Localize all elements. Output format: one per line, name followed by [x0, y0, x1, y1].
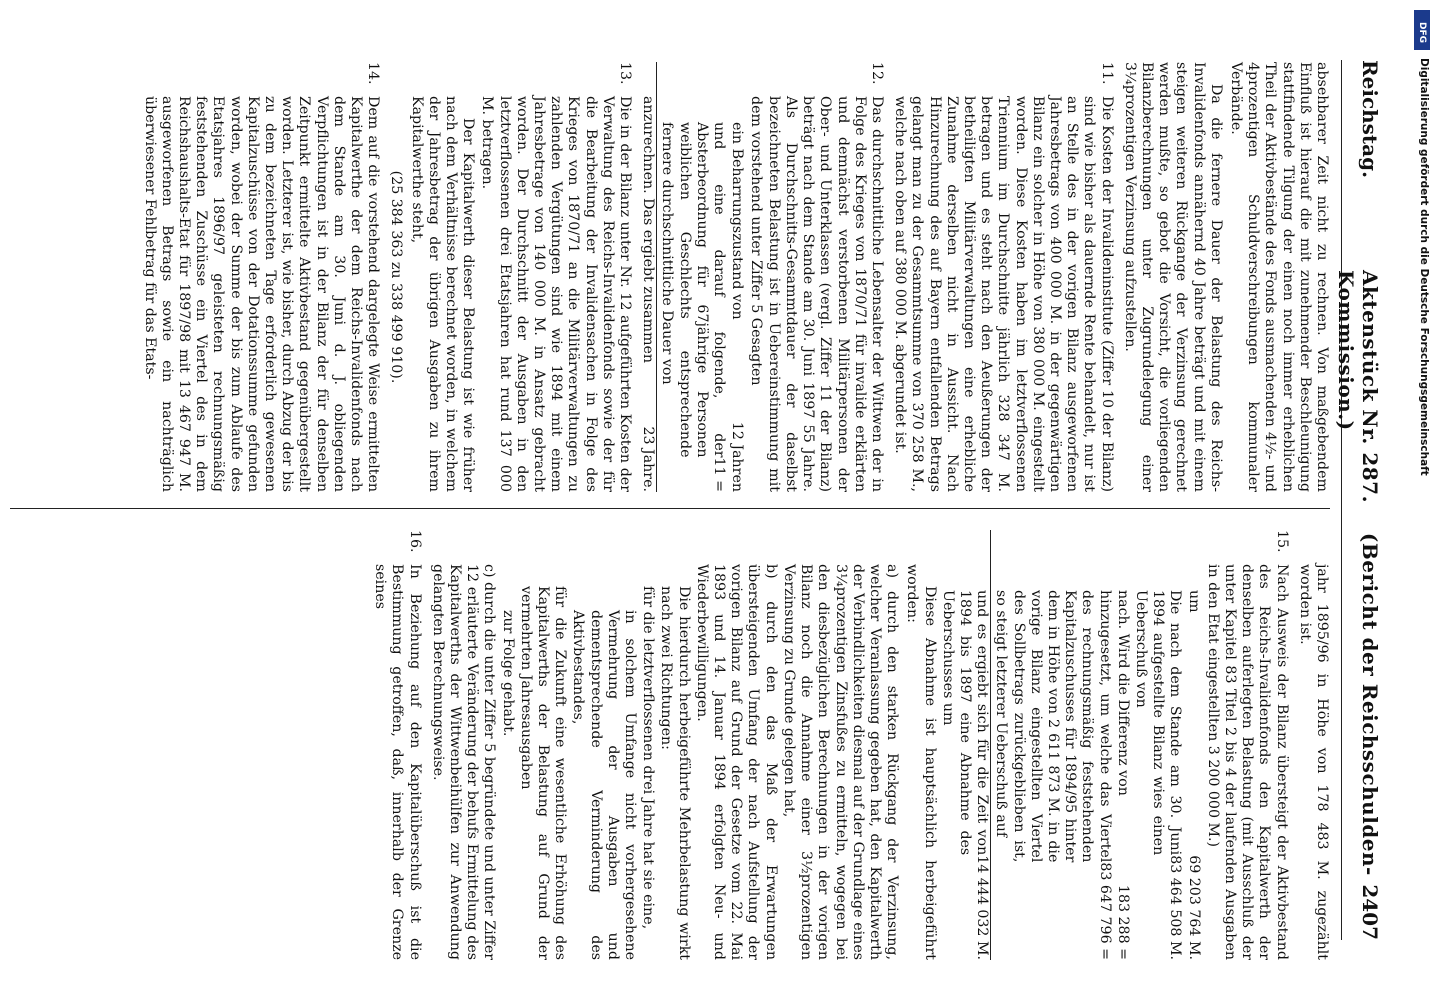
- calc-value: 183 288 =: [1114, 884, 1131, 960]
- calc-row: [1114, 530, 1131, 960]
- calc-total-row: [939, 530, 992, 960]
- sub-b: b) durch den das Maß der Erwartungen übersteigenden Umfang der nach Aufstellung der vorigen Bilanz auf Grund der Gesetze vom 22. Mai 1893 und 14. Januar 1894 erfolgten Neu- und Wiederbewilligungen.: [693, 564, 779, 960]
- item-13-text-2: Der Kapitalwerth dieser Belastung ist wie früher nach dem Verhältnisse berechnet worden, in welchem der Jahresbetrag der übrigen Ausgaben zu ihrem Kapitalwerthe steht,: [408, 96, 477, 492]
- item-text: Nach Ausweis der Bilanz übersteigt der Aktivbestand des Reichs-Invalidenfonds den Kapitalwerth der denselben auferlegten Belastung (mit Ausschluß der unter Kapitel 83 Titel 2 bis 4 der laufenden Ausgaben in den Etat eingestellten 3 200 000 M.): [1204, 564, 1290, 960]
- left-intro-1: absehbarer Zeit nicht zu rechnen. Von maßgebendem Einfluß ist hierauf die mit zunehmender Beschleunigung stattfindende Tilgung der einen noch immer erheblichen Theil der Aktivbestände des Fonds ausmachenden 4½- und 4prozentigen Schuldverschreibungen kommunaler Verbände.: [1227, 62, 1330, 492]
- calc-row: [658, 62, 727, 492]
- calc-value: 12 Jahren: [729, 421, 746, 492]
- item-number: 12.: [868, 62, 885, 85]
- item-text: Dem auf die vorstehend dargelegte Weise ermittelten Kapitalwerthe der dem Reichs-Invalidenfonds nach dem Stande am 30. Juni d. J. obliegenden Verpflichtungen ist in der Bilanz der für denselben Zeitpunkt ermittelte Aktivbestand gegenübergestellt worden. Letzterer ist, wie bisher, durch Abzug der bis zu dem bezeichneten Tage erforderlich gewesenen Kapitalzuschüsse von der Dotationssumme gefunden worden, wobei der Summe der bis zum Ablaufe des Etatsjahres 1896/97 geleisteten rechnungsmäßig feststehenden Zuschüsse ein Viertel des in dem Reichshaushalts-Etat für 1897/98 mit 13 467 947 M. ausgeworfenen Betrags sowie ein nachträglich überwiesener Fehlbetrag für das Etats-: [141, 96, 382, 492]
- page-number: 2407: [1358, 884, 1382, 940]
- calc-label: ein Beharrungszustand von: [729, 122, 746, 320]
- item-number: 13.: [617, 62, 634, 85]
- calc-label: um: [1185, 590, 1202, 613]
- page-header: [1334, 60, 1390, 940]
- sub-b-result: zur Folge gehabt.: [499, 610, 516, 737]
- calc-label: hinzugesetzt, um welche das Viertel des rechnungsmäßig feststehenden Kapitalzuschusses für 1894/95 hinter dem in Höhe von 2 611 873 M. in die vorige Bilanz eingestellten Viertel des Sollbetrags zurückgeblieben ist, so steigt letzterer Ueberschuß auf: [993, 590, 1113, 863]
- item-number: 15.: [1273, 530, 1290, 553]
- digitization-credit: [1412, 8, 1432, 992]
- item-number: 16.: [406, 530, 423, 553]
- sub-b-effect: Die hierdurch herbeigeführte Mehrbelastung wirkt nach zwei Richtungen:: [658, 586, 692, 960]
- header-reichstag: Reichstag.: [1358, 60, 1382, 179]
- item-15: [1204, 530, 1290, 960]
- right-column: [369, 530, 1330, 960]
- item-text: In Beziehung auf den Kapitalüberschuß ist die Bestimmung getroffen, daß, innerhalb der Grenze seines: [372, 564, 423, 960]
- sub-c: c) durch die unter Ziffer 5 begründete und unter Ziffer 12 erläuterte Veränderung der behufs Ermittelung des Kapitalwerths der Wittwenbeihülfen zur Anwendung gelangten Berechnungsweise.: [429, 564, 498, 960]
- calc-value: 23 Jahre.: [640, 426, 657, 492]
- calc-label: und es ergiebt sich für die Zeit von 1894 bis 1897 eine Abnahme des Ueberschusses um: [939, 590, 991, 856]
- item-text: Das durchschnittliche Lebensalter der Wittwen der in Folge des Krieges von 1870/71 für invalide erklärten und demnächst verstorbenen Militärpersonen der Ober- und Unterklassen (vergl. Ziffer 11 der Bilanz) beträgt nach dem Stande am 30. Juni 1897 55 Jahre. Als Durchschnitts-Gesammtdauer der daselbst bezeichneten Belastung ist in Uebereinstimmung mit dem vorstehend unter Ziffer 5 Gesagten: [748, 96, 885, 492]
- calc-label: nach. Wird die Differenz von: [1114, 590, 1131, 796]
- column-divider: [10, 508, 1330, 509]
- calc-row: [1132, 530, 1184, 960]
- sub-b-future: für die Zukunft eine wesentliche Erhöhung des Kapitalwerths der Belastung auf Grund der vermehrten Jahresausgaben: [517, 586, 569, 960]
- item-12: [747, 62, 885, 492]
- calc-row: [1184, 530, 1201, 960]
- item-16: [371, 530, 423, 960]
- calc-value: 83 647 796 =: [1096, 862, 1113, 960]
- calc-value: 83 464 508 M.: [1167, 855, 1184, 960]
- item-number: 14.: [365, 62, 382, 85]
- item-11: [891, 62, 1115, 492]
- dfg-logo: [1414, 10, 1430, 50]
- item-14: [140, 62, 381, 492]
- calc-value: 14 444 032 M.: [974, 855, 991, 960]
- credit-text-strip: [1412, 58, 1432, 988]
- credit-text: Digitalisierung gefördert durch die Deutsche Forschungsgemeinschaft: [1418, 58, 1430, 476]
- header-document-ref: Aktenstück Nr. 287.: [1358, 270, 1382, 504]
- calc-row: [992, 530, 1112, 960]
- item-15-text-2: Diese Abnahme ist hauptsächlich herbeigeführt worden:: [904, 564, 938, 960]
- left-column: [138, 62, 1330, 492]
- header-title: [1334, 270, 1382, 940]
- sub-b-past-detail: in solchem Umfange nicht vorhergesehene Vermehrung der Ausgaben und dementsprechende Verminderung des Aktivbestandes,: [570, 610, 639, 960]
- sub-b-past: für die letztverflossenen drei Jahre hat sie eine,: [640, 586, 657, 930]
- calc-row: [728, 62, 745, 492]
- calc-label: Die nach dem Stande am 30. Juni 1894 aufgestellte Bilanz wies einen Ueberschuß von: [1132, 590, 1184, 856]
- item-13: [478, 62, 633, 492]
- dfg-logo-text: DFG: [1417, 22, 1427, 44]
- right-intro: jahr 1895/96 in Höhe von 178 483 M. zugezählt worden ist.: [1296, 564, 1330, 960]
- calc-value: 69 203 764 M.: [1185, 855, 1202, 960]
- item-text: Die Kosten der Invalideninstitute (Ziffer 10 der Bilanz) sind wie bisher als dauernde Rente behandelt, nur ist an Stelle des in der vorigen Bilanz ausgeworfenen Jahresbetrags von 400 000 M. in der gegenwärtigen Bilanz ein solcher in Höhe von 380 000 M. eingestellt worden. Diese Kosten haben im letztverflossenen Triennium im Durchschnitte jährlich 328 347 M. betragen und es steht nach den Aeußerungen der betheiligten Militärverwaltungen eine erhebliche Zunahme derselben nicht in Aussicht. Nach Hinzurechnung des auf Bayern entfallenden Betrags gelangt man zu der Gesammtsumme von 370 258 M., welche nach oben auf 380 000 M. abgerundet ist.: [892, 96, 1115, 492]
- sub-a: a) durch den starken Rückgang der Verzinsung, welcher Veranlassung gegeben hat, den Kapitalwerth der Verbindlichkeiten diesmal auf der Grundlage eines 3¼prozentigen Zinsfußes zu ermitteln, wogegen bei den diesbezüglichen Berechnungen in der vorigen Bilanz noch die Annahme einer 3½prozentigen Verzinsung zu Grunde gelegen hat,: [780, 564, 901, 960]
- item-13-ratio: (25 384 363 zu 338 499 910).: [388, 170, 405, 384]
- item-number: 11.: [1098, 62, 1115, 85]
- calc-label: und eine darauf folgende, der Absterbeordnung für 67jährige Personen weiblichen Geschlechts entsprechende fernere durchschnittliche Dauer von: [659, 122, 728, 458]
- calc-total-row: [639, 62, 657, 492]
- item-text: Die in der Bilanz unter Nr. 12 aufgeführten Kosten der Verwaltung des Reichs-Invalidenfonds sowie der für die Bearbeitung der Invalidensachen in Folge des Krieges von 1870/71 an die Militärverwaltungen zu zahlenden Vergütungen sind wie 1894 mit einem Jahresbetrage von 140 000 M. in Ansatz gebracht worden. Der Durchschnitt der Ausgaben in den letztverflossenen drei Etatsjahren hat rund 137 000 M. betragen.: [479, 96, 634, 492]
- calc-label: anzurechnen. Das ergiebt zusammen: [640, 96, 657, 364]
- left-intro-2: Da die fernere Dauer der Belastung des Reichs-Invalidenfonds annähernd 40 Jahre beträgt und mit einem steigen weiteren Rückgange der Verzinsung gerechnet werden mußte, so gebot die Vorsicht, die vorliegenden Bilanzberechnungen unter Zugrundelegung einer 3¼prozentigen Verzinsung aufzustellen.: [1121, 62, 1224, 492]
- header-commission: (Bericht der Reichsschulden-Kommission.): [1334, 270, 1382, 876]
- calc-value: 11 =: [711, 457, 728, 492]
